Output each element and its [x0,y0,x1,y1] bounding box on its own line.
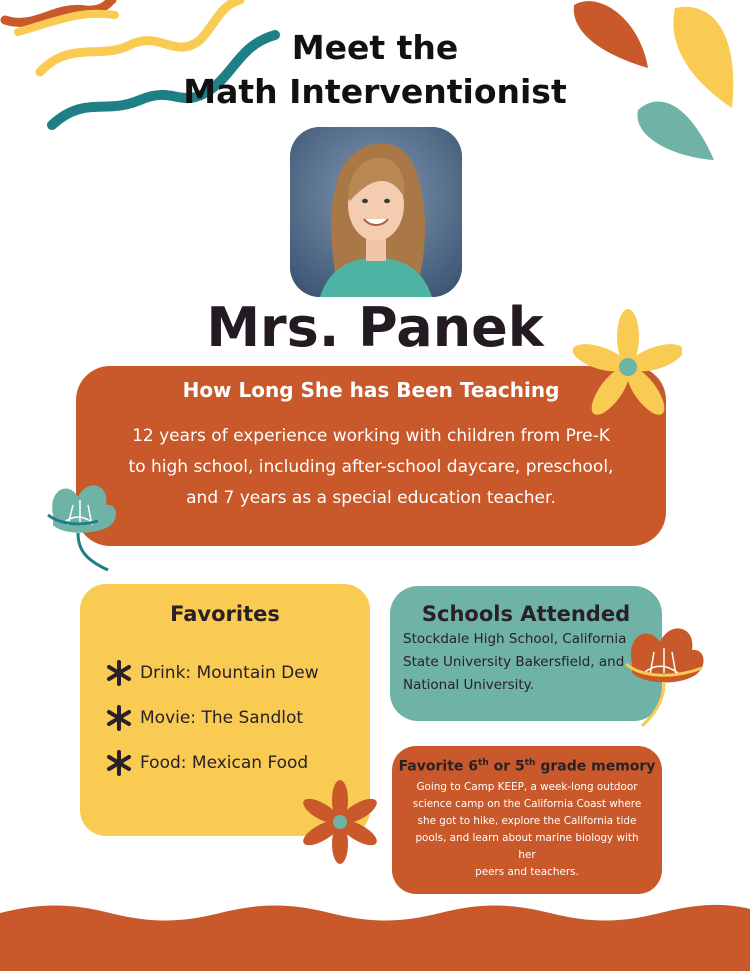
list-item [106,650,319,695]
asterisk-icon [106,750,132,776]
yellow-flower-decoration [572,305,682,425]
teal-tulip-decoration [38,475,128,575]
title-line-1: Meet the [291,28,459,67]
schools-line-2: State University Bakersfield, and [403,654,625,670]
memory-line-4: pools, and learn about marine biology with her [415,832,639,861]
list-item [106,695,319,740]
memory-heading [392,758,662,775]
orange-tulip-decoration [620,618,715,730]
teacher-photo [290,127,462,297]
favorite-movie: Movie: The Sandlot [140,707,304,728]
favorites-heading: Favorites [170,602,280,626]
teaching-line-3: and 7 years as a special education teacher. [186,488,556,508]
memory-text [408,779,646,881]
favorite-memory-card [392,746,662,894]
page-title [0,26,750,114]
schools-line-3: National University. [403,677,535,693]
memory-line-3: she got to hike, explore the California tide [417,815,637,827]
favorite-food: Food: Mexican Food [140,752,309,773]
teacher-name: Mrs. Panek [206,296,544,359]
list-item [106,740,319,785]
title-line-2: Math Interventionist [183,72,567,111]
teaching-heading: How Long She has Been Teaching [182,378,560,402]
schools-line-1: Stockdale High School, California [403,631,627,647]
asterisk-icon [106,705,132,731]
memory-heading-part-2: or 5 [488,758,525,775]
teaching-text [96,421,646,514]
memory-heading-sup-1: th [478,758,489,768]
memory-heading-part-3: grade memory [535,758,656,775]
portrait-illustration [290,127,462,297]
favorite-drink: Drink: Mountain Dew [140,662,319,683]
memory-line-5: peers and teachers. [475,866,579,878]
memory-heading-part-1: Favorite 6 [398,758,479,775]
teaching-line-1: 12 years of experience working with children from Pre-K [132,426,610,446]
memory-line-1: Going to Camp KEEP, a week-long outdoor [416,781,638,793]
schools-heading: Schools Attended [421,602,631,626]
orange-flower-decoration [300,778,380,866]
bottom-wave-decoration [0,895,750,971]
teaching-line-2: to high school, including after-school daycare, preschool, [128,457,614,477]
memory-line-2: science camp on the California Coast where [412,798,642,810]
favorites-list [106,650,319,785]
memory-heading-sup-2: th [524,758,536,768]
schools-text [403,628,638,697]
asterisk-icon [106,660,132,686]
